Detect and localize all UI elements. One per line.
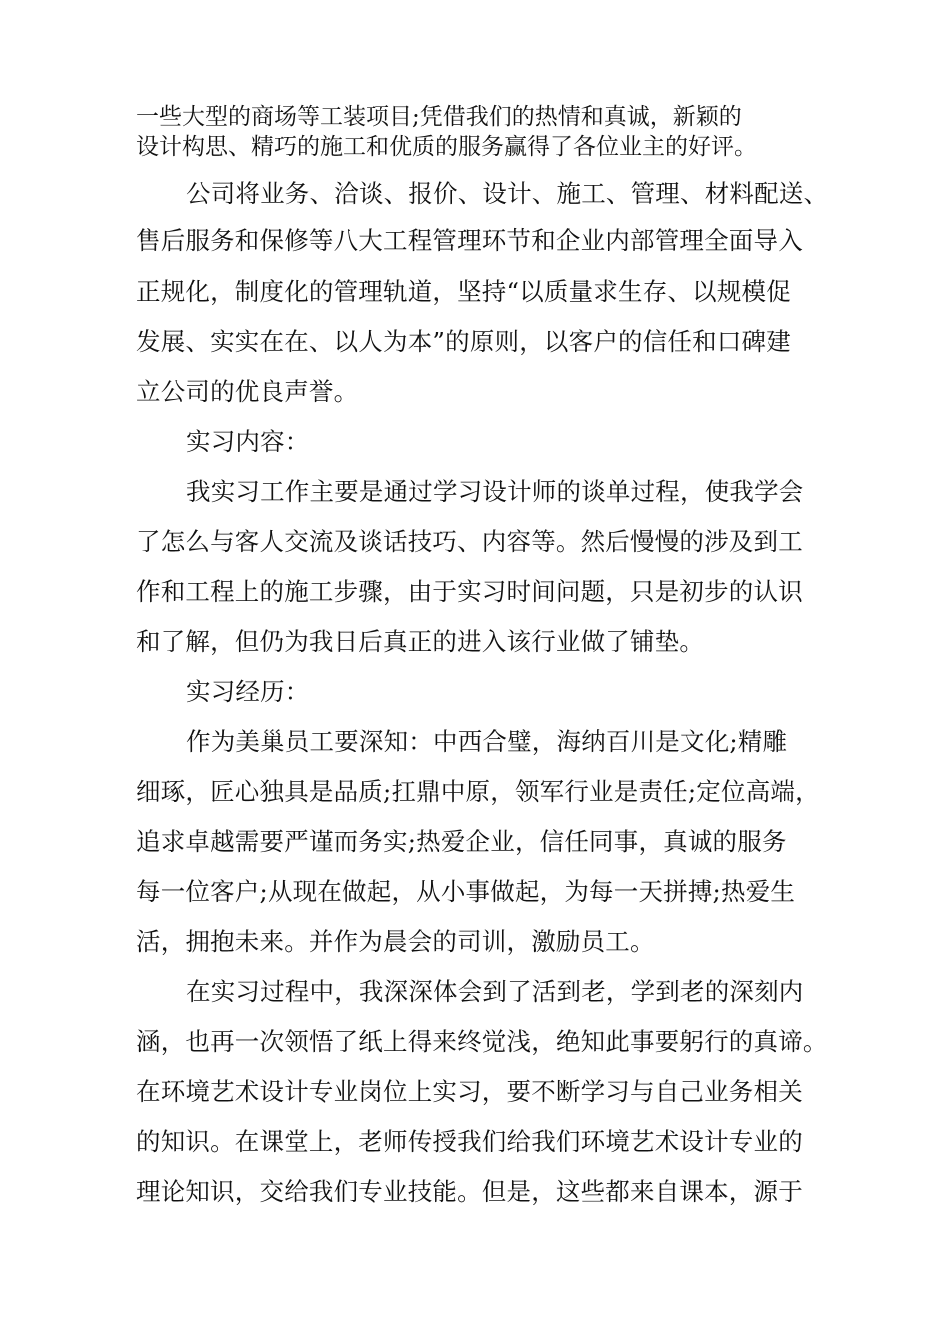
text-line: 一些大型的商场等工装项目;凭借我们的热情和真诚，新颖的 — [136, 104, 742, 130]
paragraph-line: 每一位客户;从现在做起，从小事做起，为每一天拼搏;热爱生 — [136, 877, 796, 906]
paragraph-line: 活，拥抱未来。并作为晨会的司训，激励员工。 — [136, 927, 655, 956]
text-line: 设计构思、精巧的施工和优质的服务赢得了各位业主的好评。 — [136, 134, 757, 160]
paragraph-line: 追求卓越需要严谨而务实;热爱企业，信任同事，真诚的服务 — [136, 827, 787, 856]
paragraph-line: 我实习工作主要是通过学习设计师的谈单过程，使我学会 — [186, 477, 804, 506]
paragraph-line: 了怎么与客人交流及谈话技巧、内容等。然后慢慢的涉及到工 — [136, 527, 803, 556]
paragraph-line: 理论知识，交给我们专业技能。但是，这些都来自课本，源于 — [136, 1177, 803, 1206]
section-heading: 实习内容： — [186, 427, 310, 456]
paragraph-line: 作和工程上的施工步骤，由于实习时间问题，只是初步的认识 — [136, 577, 803, 606]
paragraph-line: 立公司的优良声誉。 — [136, 377, 359, 406]
paragraph-line: 正规化，制度化的管理轨道，坚持“以质量求生存、以规模促 — [136, 277, 791, 306]
paragraph-line: 细琢，匠心独具是品质;扛鼎中原，领军行业是责任;定位高端， — [136, 777, 820, 806]
paragraph-line: 在实习过程中，我深深体会到了活到老，学到老的深刻内 — [186, 977, 804, 1006]
paragraph-line: 的知识。在课堂上，老师传授我们给我们环境艺术设计专业的 — [136, 1127, 803, 1156]
paragraph-line: 涵，也再一次领悟了纸上得来终觉浅，绝知此事要躬行的真谛。 — [136, 1027, 828, 1056]
paragraph-line: 和了解，但仍为我日后真正的进入该行业做了铺垫。 — [136, 627, 705, 656]
section-heading: 实习经历： — [186, 677, 310, 706]
paragraph-line: 公司将业务、洽谈、报价、设计、施工、管理、材料配送、 — [186, 179, 829, 208]
paragraph-line: 发展、实实在在、以人为本”的原则，以客户的信任和口碑建 — [136, 327, 791, 356]
paragraph-line: 在环境艺术设计专业岗位上实习，要不断学习与自己业务相关 — [136, 1077, 803, 1106]
paragraph-line: 作为美巢员工要深知：中西合璧，海纳百川是文化;精雕 — [186, 727, 788, 756]
paragraph-line: 售后服务和保修等八大工程管理环节和企业内部管理全面导入 — [136, 226, 803, 255]
